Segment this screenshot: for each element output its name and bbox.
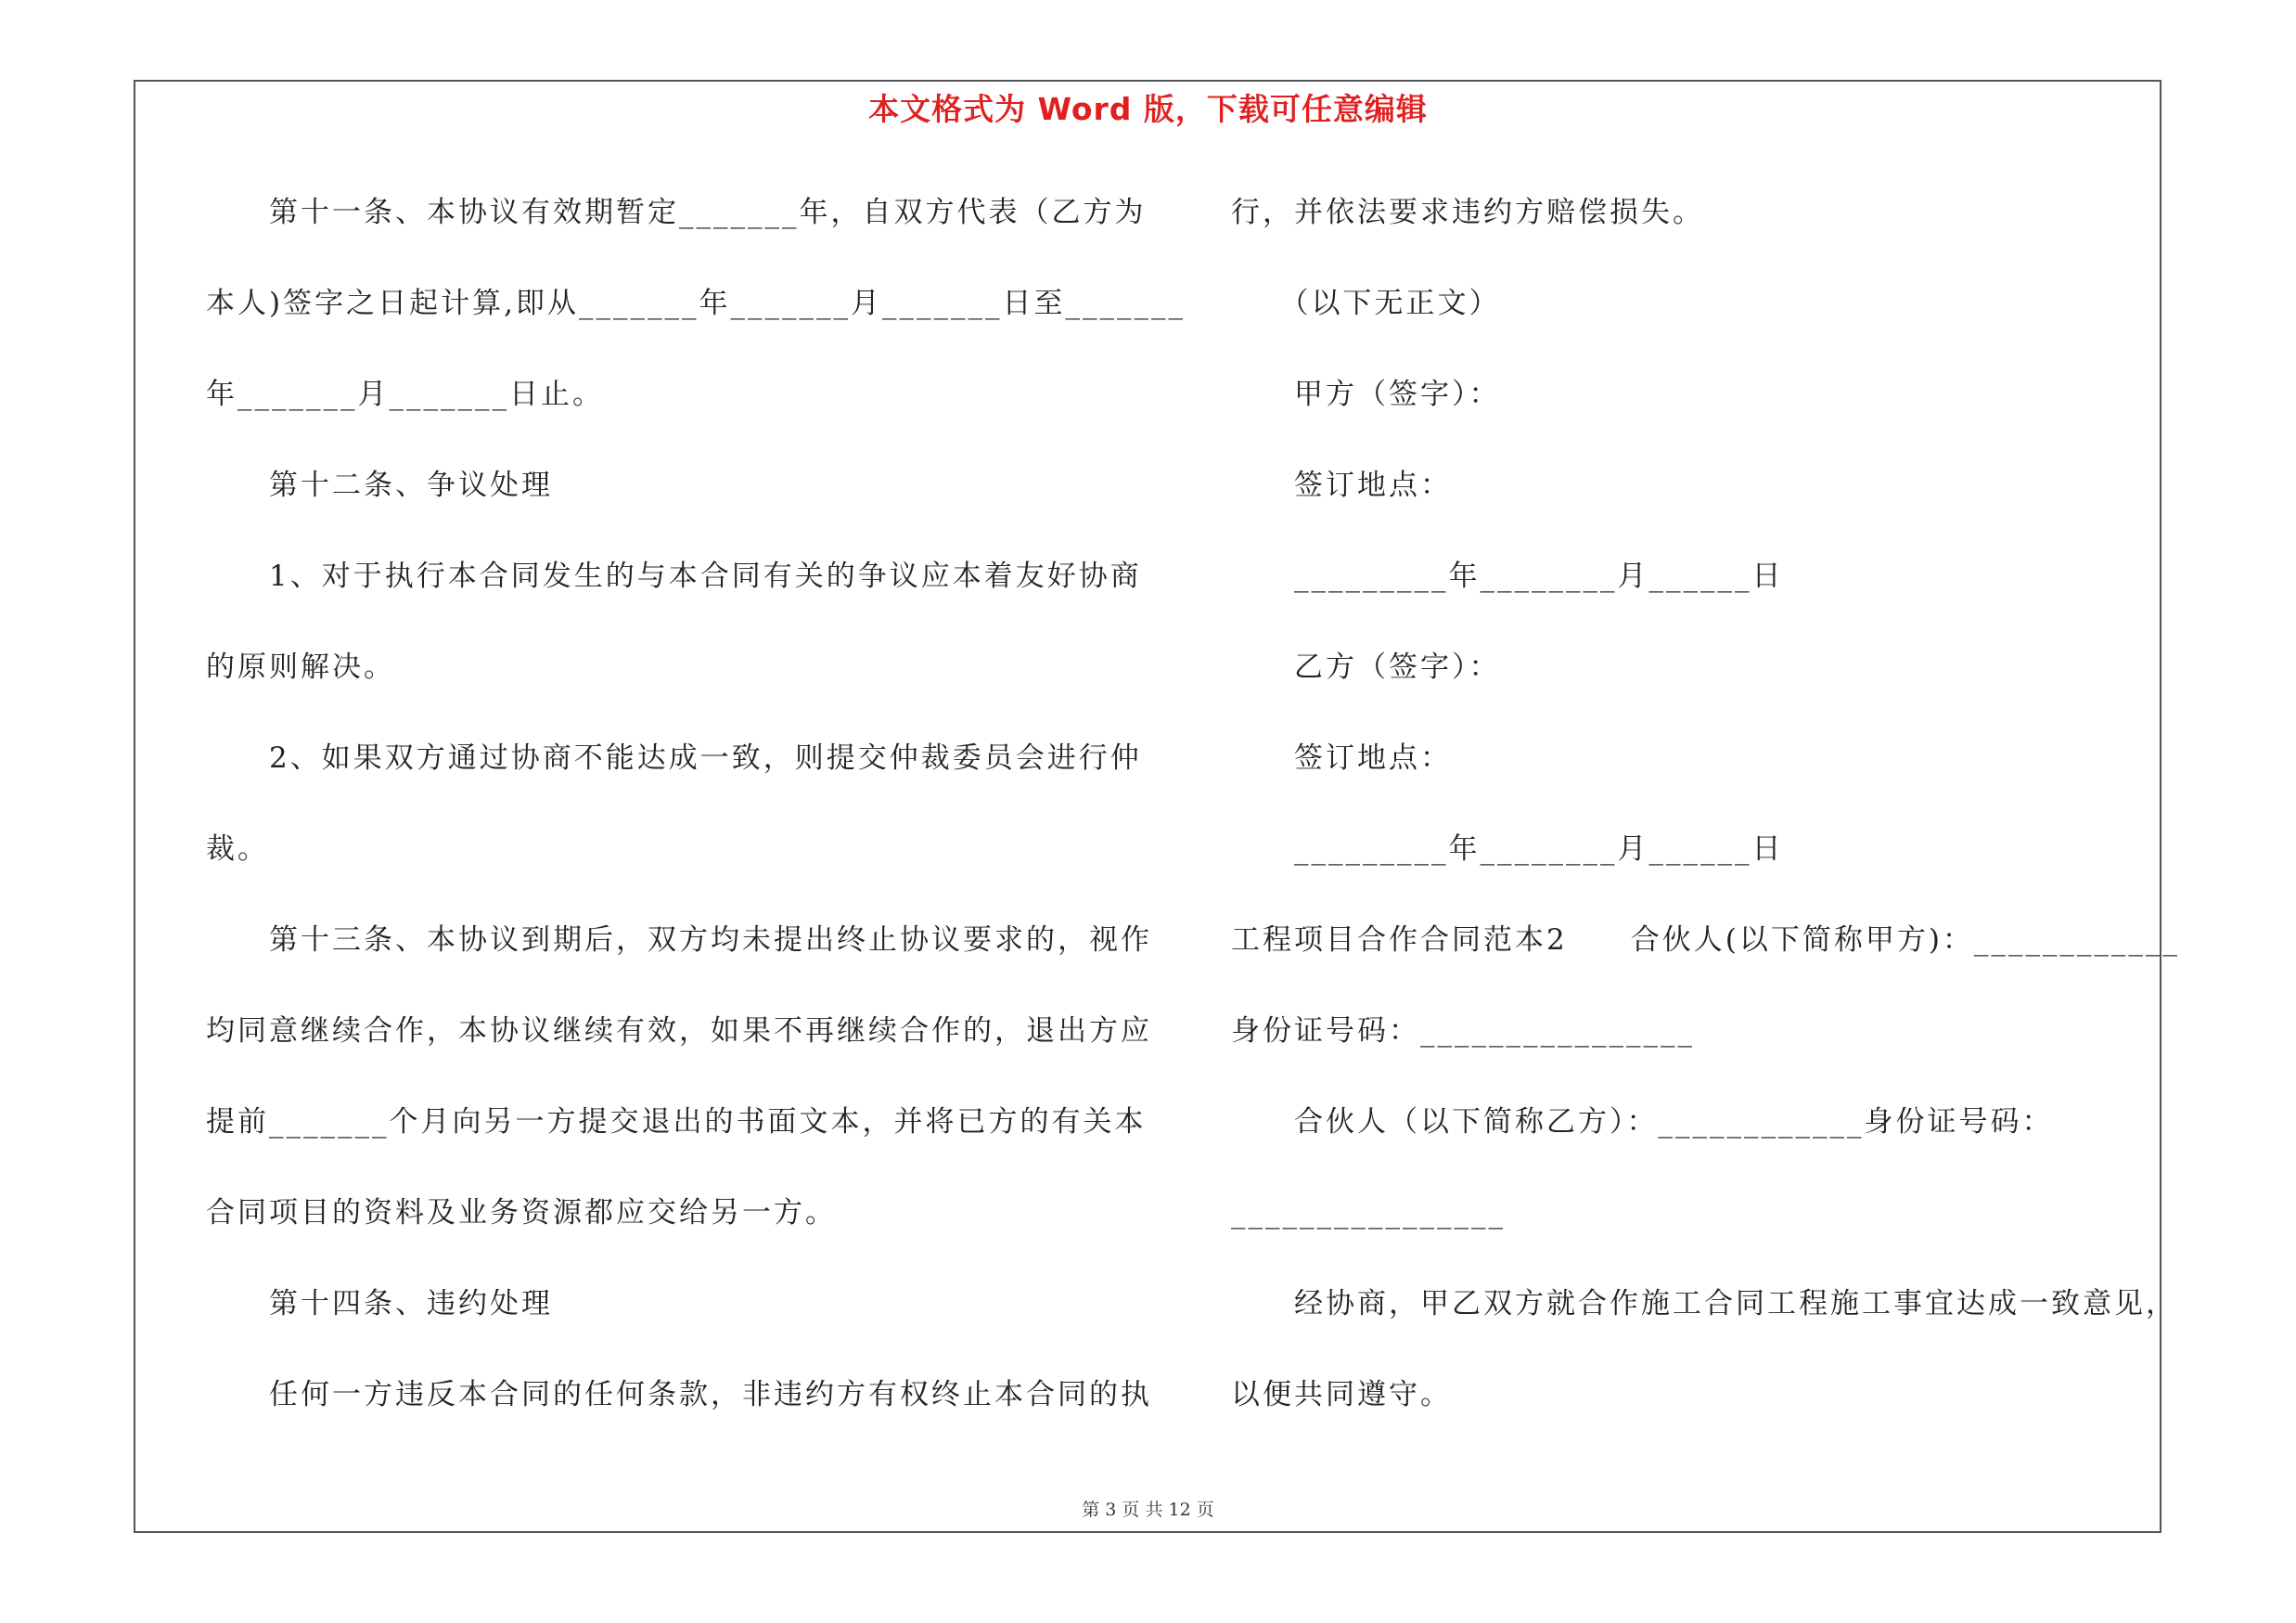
- left-line: 均同意继续合作，本协议继续有效，如果不再继续合作的，退出方应: [206, 1014, 1152, 1048]
- right-line: 乙方（签字）：: [1231, 650, 1501, 684]
- right-line: 身份证号码：________________: [1231, 1014, 1695, 1048]
- page-number-footer: 第 3 页 共 12 页: [1082, 1500, 1214, 1520]
- right-column: [1231, 186, 2180, 1459]
- left-line: 本人)签字之日起计算,即从_______年_______月_______日至_______: [206, 287, 1186, 320]
- right-line: 经协商，甲乙双方就合作施工合同工程施工事宜达成一致意见，: [1231, 1287, 2177, 1320]
- right-line: 签订地点：: [1231, 741, 1452, 775]
- left-line: 合同项目的资料及业务资源都应交给另一方。: [206, 1196, 837, 1230]
- right-line: 以便共同遵守。: [1231, 1378, 1452, 1411]
- left-line: 的原则解决。: [206, 650, 395, 684]
- left-line: 任何一方违反本合同的任何条款，非违约方有权终止本合同的执: [206, 1378, 1152, 1411]
- left-line: 第十二条、争议处理: [206, 469, 553, 502]
- right-line: （以下无正文）: [1231, 287, 1501, 320]
- right-line: 甲方（签字）：: [1231, 378, 1501, 411]
- left-line: 2、如果双方通过协商不能达成一致，则提交仲裁委员会进行仲: [206, 741, 1142, 775]
- right-line: 行，并依法要求违约方赔偿损失。: [1231, 196, 1704, 229]
- left-line: 第十三条、本协议到期后，双方均未提出终止协议要求的，视作: [206, 923, 1152, 957]
- left-line: 1、对于执行本合同发生的与本合同有关的争议应本着友好协商: [206, 560, 1142, 593]
- right-line: _________年________月______日: [1231, 832, 1784, 866]
- format-banner: 本文格式为 Word 版，下载可任意编辑: [868, 91, 1428, 127]
- left-line: 裁。: [206, 832, 269, 866]
- right-line: _________年________月______日: [1231, 560, 1784, 593]
- right-line: 合伙人（以下简称乙方）：____________身份证号码：: [1231, 1105, 2054, 1139]
- left-column: [206, 186, 1186, 1459]
- right-line: 工程项目合作合同范本2 合伙人(以下简称甲方)：____________: [1231, 923, 2180, 957]
- left-line: 提前_______个月向另一方提交退出的书面文本，并将已方的有关本: [206, 1105, 1147, 1139]
- right-line: ________________: [1231, 1196, 1506, 1230]
- left-line: 第十一条、本协议有效期暂定_______年，自双方代表（乙方为: [206, 196, 1147, 229]
- left-line: 年_______月_______日止。: [206, 378, 604, 411]
- right-line: 签订地点：: [1231, 469, 1452, 502]
- left-line: 第十四条、违约处理: [206, 1287, 553, 1320]
